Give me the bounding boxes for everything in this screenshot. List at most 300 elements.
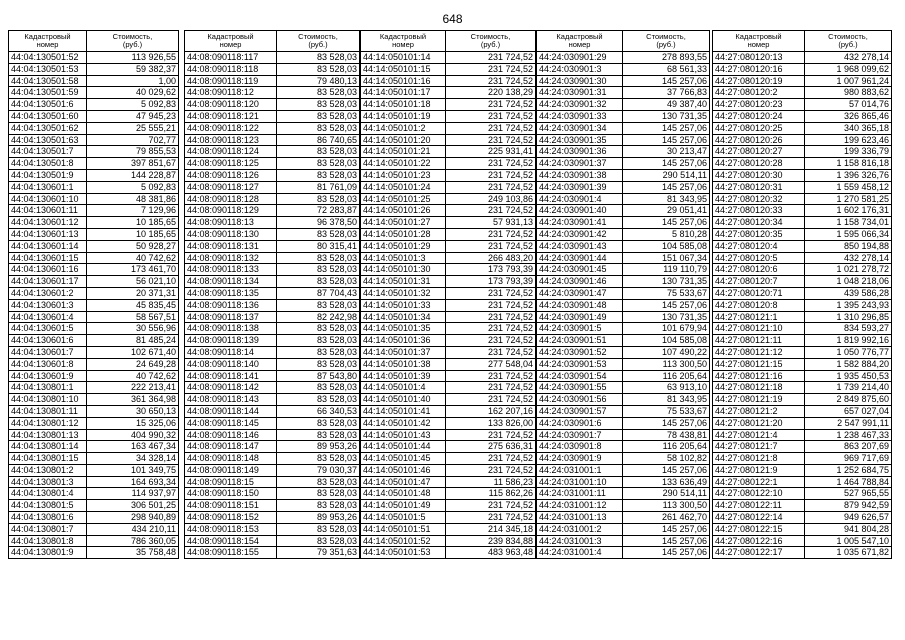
table-row (713, 158, 892, 170)
table-row (537, 87, 710, 99)
cadastral-number-cell: 44:24:031001:11 (537, 488, 623, 500)
cost-cell: 102 671,40 (87, 346, 179, 358)
cost-cell: 199 623,46 (805, 134, 892, 146)
cost-cell: 1 819 992,16 (805, 335, 892, 347)
table-header-row (185, 31, 360, 52)
cost-cell: 239 834,88 (446, 535, 536, 547)
cadastral-number-cell: 44:04:130601:17 (9, 276, 87, 288)
cost-cell: 969 717,69 (805, 453, 892, 465)
cadastral-number-cell: 44:08:090118:147 (185, 441, 277, 453)
table-row (361, 240, 536, 252)
cost-cell: 89 953,26 (277, 512, 360, 524)
table-row (537, 169, 710, 181)
cadastral-number-cell: 44:24:031001:10 (537, 476, 623, 488)
cadastral-number-cell: 44:08:090118:138 (185, 323, 277, 335)
table-row (361, 87, 536, 99)
cadastral-number-cell: 44:24:030901:8 (537, 441, 623, 453)
cadastral-number-cell: 44:27:080120:25 (713, 122, 805, 134)
table-row (713, 488, 892, 500)
cadastral-number-cell: 44:04:130601:8 (9, 358, 87, 370)
cadastral-number-cell: 44:08:090118:142 (185, 382, 277, 394)
table-row (9, 252, 179, 264)
table-row (9, 358, 179, 370)
cost-cell: 145 257,06 (623, 122, 710, 134)
cadastral-number-cell: 44:04:130501:59 (9, 87, 87, 99)
cost-cell: 1 602 176,31 (805, 205, 892, 217)
cadastral-number-cell: 44:24:030901:40 (537, 205, 623, 217)
cadastral-number-cell: 44:24:031001:13 (537, 512, 623, 524)
table-row (361, 488, 536, 500)
table-row (361, 453, 536, 465)
cadastral-number-cell: 44:27:080121:1 (713, 311, 805, 323)
cost-cell: 214 345,18 (446, 523, 536, 535)
header-cadastral-number: Кадастровый номер (713, 31, 805, 52)
cadastral-number-cell: 44:24:030901:42 (537, 228, 623, 240)
cost-cell: 75 533,67 (623, 405, 710, 417)
table-row (361, 500, 536, 512)
table-row (713, 476, 892, 488)
cadastral-number-cell: 44:24:030901:39 (537, 181, 623, 193)
cadastral-number-cell: 44:27:080122:10 (713, 488, 805, 500)
table-row (713, 370, 892, 382)
cost-cell: 81 343,95 (623, 193, 710, 205)
table-row (185, 346, 360, 358)
cadastral-number-cell: 44:08:090118:144 (185, 405, 277, 417)
cost-cell: 145 257,06 (623, 134, 710, 146)
cost-cell: 25 555,21 (87, 122, 179, 134)
cadastral-number-cell: 44:27:080120:71 (713, 287, 805, 299)
cadastral-number-cell: 44:14:050101:47 (361, 476, 446, 488)
table-row (185, 335, 360, 347)
table-row (537, 299, 710, 311)
table-row (185, 276, 360, 288)
cadastral-number-cell: 44:08:090118:146 (185, 429, 277, 441)
table-row (537, 441, 710, 453)
cost-cell: 83 528,03 (277, 87, 360, 99)
cadastral-number-cell: 44:27:080122:16 (713, 535, 805, 547)
cost-cell: 83 528,03 (277, 299, 360, 311)
cadastral-number-cell: 44:27:080120:7 (713, 276, 805, 288)
cost-cell: 277 548,04 (446, 358, 536, 370)
cadastral-number-cell: 44:24:030901:30 (537, 75, 623, 87)
cadastral-number-cell: 44:24:030901:46 (537, 276, 623, 288)
cost-cell: 432 278,14 (805, 252, 892, 264)
cadastral-number-cell: 44:08:090118:135 (185, 287, 277, 299)
table-row (9, 228, 179, 240)
cadastral-number-cell: 44:24:030901:48 (537, 299, 623, 311)
cost-cell: 231 724,52 (446, 110, 536, 122)
table-row (537, 146, 710, 158)
table-row (537, 523, 710, 535)
cadastral-number-cell: 44:04:130501:7 (9, 146, 87, 158)
cadastral-number-cell: 44:14:050101:36 (361, 335, 446, 347)
cost-cell: 1 021 278,72 (805, 264, 892, 276)
cadastral-number-cell: 44:08:090118:133 (185, 264, 277, 276)
cost-cell: 702,77 (87, 134, 179, 146)
cost-cell: 231 724,52 (446, 335, 536, 347)
cost-cell: 231 724,52 (446, 75, 536, 87)
table-row (185, 228, 360, 240)
cadastral-number-cell: 44:04:130601:6 (9, 335, 87, 347)
table-row (185, 158, 360, 170)
header-cadastral-number: Кадастровый номер (361, 31, 446, 52)
table-row (361, 228, 536, 240)
cost-cell: 1 310 296,85 (805, 311, 892, 323)
cadastral-number-cell: 44:08:090118:118 (185, 63, 277, 75)
cost-cell: 83 528,03 (277, 264, 360, 276)
cadastral-number-cell: 44:24:030901:36 (537, 146, 623, 158)
table-row (713, 382, 892, 394)
table-row (185, 252, 360, 264)
cost-cell: 80 315,41 (277, 240, 360, 252)
cost-cell: 37 766,83 (623, 87, 710, 99)
table-row (361, 264, 536, 276)
header-cadastral-number: Кадастровый номер (9, 31, 87, 52)
cadastral-number-cell: 44:08:090118:128 (185, 193, 277, 205)
cadastral-number-cell: 44:27:080121:11 (713, 335, 805, 347)
cost-cell: 2 547 991,11 (805, 417, 892, 429)
table-row (185, 193, 360, 205)
cost-cell: 1 595 066,34 (805, 228, 892, 240)
cadastral-number-cell: 44:24:030901:54 (537, 370, 623, 382)
cost-cell: 10 185,65 (87, 228, 179, 240)
cadastral-number-cell: 44:04:130501:63 (9, 134, 87, 146)
cadastral-number-cell: 44:24:030901:29 (537, 52, 623, 64)
table-row (537, 252, 710, 264)
table-row (185, 500, 360, 512)
table-row (9, 500, 179, 512)
table-row (361, 205, 536, 217)
table-row (713, 264, 892, 276)
table-row (713, 169, 892, 181)
cost-cell: 278 893,55 (623, 52, 710, 64)
table-row (361, 429, 536, 441)
table-row (185, 311, 360, 323)
cost-cell: 145 257,06 (623, 523, 710, 535)
cadastral-number-cell: 44:08:090118:152 (185, 512, 277, 524)
cost-cell: 340 365,18 (805, 122, 892, 134)
table-row (9, 287, 179, 299)
cost-cell: 163 467,34 (87, 441, 179, 453)
cost-cell: 2 849 875,60 (805, 394, 892, 406)
table-row (9, 122, 179, 134)
table-row (713, 323, 892, 335)
cadastral-number-cell: 44:14:050101:30 (361, 264, 446, 276)
cadastral-number-cell: 44:04:130501:52 (9, 52, 87, 64)
cadastral-number-cell: 44:27:080121:7 (713, 441, 805, 453)
cadastral-number-cell: 44:14:050101:53 (361, 547, 446, 559)
table-row (185, 535, 360, 547)
cost-cell: 483 963,48 (446, 547, 536, 559)
cost-cell: 1 739 214,40 (805, 382, 892, 394)
table-row (9, 240, 179, 252)
cadastral-number-cell: 44:04:130501:9 (9, 169, 87, 181)
table-row (537, 276, 710, 288)
cost-cell: 231 724,52 (446, 240, 536, 252)
table-row (9, 335, 179, 347)
table-row (361, 417, 536, 429)
table-row (185, 240, 360, 252)
table-row (9, 110, 179, 122)
table-row (361, 311, 536, 323)
cadastral-number-cell: 44:04:130601:1 (9, 181, 87, 193)
cost-cell: 116 205,64 (623, 370, 710, 382)
table-row (185, 146, 360, 158)
table-row (9, 523, 179, 535)
cost-cell: 83 528,03 (277, 488, 360, 500)
table-row (713, 535, 892, 547)
table-row (361, 547, 536, 559)
cadastral-number-cell: 44:24:030901:45 (537, 264, 623, 276)
cost-cell: 432 278,14 (805, 52, 892, 64)
table-row (713, 276, 892, 288)
cost-cell: 83 528,03 (277, 122, 360, 134)
cadastral-number-cell: 44:08:090118:13 (185, 217, 277, 229)
table-row (185, 358, 360, 370)
cadastral-number-cell: 44:04:130801:4 (9, 488, 87, 500)
table-row (361, 169, 536, 181)
cost-cell: 290 514,11 (623, 169, 710, 181)
cadastral-number-cell: 44:24:030901:5 (537, 323, 623, 335)
cadastral-number-cell: 44:08:090118:127 (185, 181, 277, 193)
cost-cell: 113 300,50 (623, 500, 710, 512)
cost-cell: 145 257,06 (623, 158, 710, 170)
cost-cell: 66 340,53 (277, 405, 360, 417)
table-row (537, 512, 710, 524)
table-row (9, 535, 179, 547)
cadastral-number-cell: 44:27:080120:24 (713, 110, 805, 122)
cost-cell: 1 050 776,77 (805, 346, 892, 358)
cost-table-2 (184, 30, 360, 559)
table-row (185, 464, 360, 476)
cadastral-number-cell: 44:24:030901:3 (537, 63, 623, 75)
cadastral-number-cell: 44:04:130601:11 (9, 205, 87, 217)
cost-cell: 15 325,06 (87, 417, 179, 429)
table-row (713, 193, 892, 205)
table-row (9, 181, 179, 193)
table-row (713, 299, 892, 311)
cost-cell: 83 528,03 (277, 252, 360, 264)
table-row (9, 429, 179, 441)
table-row (185, 110, 360, 122)
header-cost: Стоимость, (руб.) (623, 31, 710, 52)
cadastral-number-cell: 44:04:130501:62 (9, 122, 87, 134)
cadastral-number-cell: 44:08:090118:139 (185, 335, 277, 347)
table-row (361, 405, 536, 417)
cost-cell: 87 704,43 (277, 287, 360, 299)
cost-cell: 1 158 816,18 (805, 158, 892, 170)
cadastral-number-cell: 44:27:080121:19 (713, 394, 805, 406)
cost-cell: 1 396 326,76 (805, 169, 892, 181)
cadastral-number-cell: 44:14:050101:37 (361, 346, 446, 358)
cost-cell: 89 953,26 (277, 441, 360, 453)
cadastral-number-cell: 44:08:090118:143 (185, 394, 277, 406)
table-row (185, 429, 360, 441)
cost-cell: 79 480,13 (277, 75, 360, 87)
cost-cell: 113 300,50 (623, 358, 710, 370)
cadastral-number-cell: 44:08:090118:136 (185, 299, 277, 311)
cadastral-number-cell: 44:14:050101:33 (361, 299, 446, 311)
cadastral-number-cell: 44:08:090118:117 (185, 52, 277, 64)
cadastral-number-cell: 44:04:130601:2 (9, 287, 87, 299)
cost-cell: 231 724,52 (446, 512, 536, 524)
cost-cell: 225 931,41 (446, 146, 536, 158)
table-row (713, 547, 892, 559)
cost-cell: 35 758,48 (87, 547, 179, 559)
table-row (9, 547, 179, 559)
table-header-row (361, 31, 536, 52)
cadastral-number-cell: 44:27:080121:2 (713, 405, 805, 417)
table-row (9, 299, 179, 311)
table-row (361, 323, 536, 335)
table-row (537, 429, 710, 441)
cadastral-number-cell: 44:24:030901:57 (537, 405, 623, 417)
cost-cell: 231 724,52 (446, 370, 536, 382)
table-row (185, 488, 360, 500)
table-row (361, 394, 536, 406)
cadastral-number-cell: 44:14:050101:48 (361, 488, 446, 500)
table-row (537, 181, 710, 193)
cost-cell: 59 382,37 (87, 63, 179, 75)
cost-cell: 58 102,82 (623, 453, 710, 465)
cadastral-number-cell: 44:14:050101:3 (361, 252, 446, 264)
cadastral-number-cell: 44:04:130801:1 (9, 382, 87, 394)
cadastral-number-cell: 44:08:090118:125 (185, 158, 277, 170)
cadastral-number-cell: 44:27:080122:1 (713, 476, 805, 488)
cadastral-number-cell: 44:27:080120:6 (713, 264, 805, 276)
cost-cell: 83 528,03 (277, 382, 360, 394)
cost-cell: 116 205,64 (623, 441, 710, 453)
cost-cell: 231 724,52 (446, 299, 536, 311)
cadastral-number-cell: 44:14:050101:20 (361, 134, 446, 146)
table-row (9, 158, 179, 170)
cost-cell: 83 528,03 (277, 146, 360, 158)
cadastral-number-cell: 44:08:090118:121 (185, 110, 277, 122)
table-row (185, 523, 360, 535)
cadastral-number-cell: 44:14:050101:45 (361, 453, 446, 465)
table-row (537, 394, 710, 406)
table-row (713, 287, 892, 299)
cost-cell: 40 742,62 (87, 370, 179, 382)
cadastral-number-cell: 44:04:130801:6 (9, 512, 87, 524)
header-cadastral-number: Кадастровый номер (537, 31, 623, 52)
cost-cell: 83 528,03 (277, 323, 360, 335)
cadastral-number-cell: 44:04:130601:3 (9, 299, 87, 311)
cadastral-number-cell: 44:04:130801:5 (9, 500, 87, 512)
cost-cell: 79 351,63 (277, 547, 360, 559)
cadastral-number-cell: 44:14:050101:40 (361, 394, 446, 406)
table-row (713, 63, 892, 75)
cadastral-number-cell: 44:04:130501:6 (9, 99, 87, 111)
cost-cell: 78 438,81 (623, 429, 710, 441)
cadastral-number-cell: 44:08:090118:148 (185, 453, 277, 465)
table-row (713, 417, 892, 429)
cost-cell: 306 501,25 (87, 500, 179, 512)
cost-cell: 1 007 961,24 (805, 75, 892, 87)
table-row (361, 287, 536, 299)
cost-cell: 145 257,06 (623, 75, 710, 87)
cadastral-number-cell: 44:27:080120:26 (713, 134, 805, 146)
cadastral-number-cell: 44:14:050101:29 (361, 240, 446, 252)
cost-cell: 980 883,62 (805, 87, 892, 99)
table-row (185, 382, 360, 394)
cadastral-number-cell: 44:14:050101:14 (361, 52, 446, 64)
table-row (361, 217, 536, 229)
cadastral-number-cell: 44:04:130601:9 (9, 370, 87, 382)
table-row (9, 99, 179, 111)
cadastral-number-cell: 44:08:090118:154 (185, 535, 277, 547)
cost-cell: 298 940,89 (87, 512, 179, 524)
cadastral-number-cell: 44:27:080121:8 (713, 453, 805, 465)
cost-cell: 114 937,97 (87, 488, 179, 500)
cost-cell: 57 931,13 (446, 217, 536, 229)
cost-cell: 83 528,03 (277, 523, 360, 535)
cost-cell: 40 029,62 (87, 87, 179, 99)
table-row (537, 358, 710, 370)
cadastral-number-cell: 44:04:130501:60 (9, 110, 87, 122)
table-row (537, 193, 710, 205)
table-row (537, 405, 710, 417)
cadastral-number-cell: 44:27:080120:8 (713, 299, 805, 311)
table-row (185, 217, 360, 229)
table-row (537, 335, 710, 347)
table-row (185, 394, 360, 406)
cost-cell: 231 724,52 (446, 464, 536, 476)
cadastral-number-cell: 44:27:080120:2 (713, 87, 805, 99)
cadastral-number-cell: 44:14:050101:19 (361, 110, 446, 122)
cost-cell: 107 490,22 (623, 346, 710, 358)
cost-cell: 87 543,80 (277, 370, 360, 382)
cadastral-number-cell: 44:24:030901:6 (537, 417, 623, 429)
table-row (185, 287, 360, 299)
table-header-row (9, 31, 179, 52)
cost-cell: 50 928,27 (87, 240, 179, 252)
cost-cell: 58 567,51 (87, 311, 179, 323)
table-row (361, 464, 536, 476)
cost-cell: 83 528,03 (277, 276, 360, 288)
table-row (713, 429, 892, 441)
cost-cell: 1 270 581,25 (805, 193, 892, 205)
cadastral-number-cell: 44:08:090118:119 (185, 75, 277, 87)
cadastral-number-cell: 44:14:050101:16 (361, 75, 446, 87)
table-row (713, 311, 892, 323)
table-row (713, 405, 892, 417)
cost-cell: 119 110,79 (623, 264, 710, 276)
cadastral-number-cell: 44:24:030901:9 (537, 453, 623, 465)
cost-cell: 24 649,28 (87, 358, 179, 370)
cost-table-1 (8, 30, 179, 559)
cost-cell: 83 528,03 (277, 63, 360, 75)
table-row (361, 122, 536, 134)
cadastral-number-cell: 44:08:090118:137 (185, 311, 277, 323)
header-cost: Стоимость, (руб.) (446, 31, 536, 52)
cost-cell: 83 528,03 (277, 429, 360, 441)
table-row (185, 63, 360, 75)
cost-cell: 231 724,52 (446, 134, 536, 146)
cost-cell: 220 138,29 (446, 87, 536, 99)
cost-cell: 30 556,96 (87, 323, 179, 335)
cadastral-number-cell: 44:27:080120:31 (713, 181, 805, 193)
table-row (9, 87, 179, 99)
table-row (713, 441, 892, 453)
table-row (361, 276, 536, 288)
table-row (537, 158, 710, 170)
cadastral-number-cell: 44:14:050101:51 (361, 523, 446, 535)
cost-cell: 86 740,65 (277, 134, 360, 146)
cost-cell: 145 257,06 (623, 181, 710, 193)
table-row (713, 453, 892, 465)
cadastral-number-cell: 44:14:050101:25 (361, 193, 446, 205)
